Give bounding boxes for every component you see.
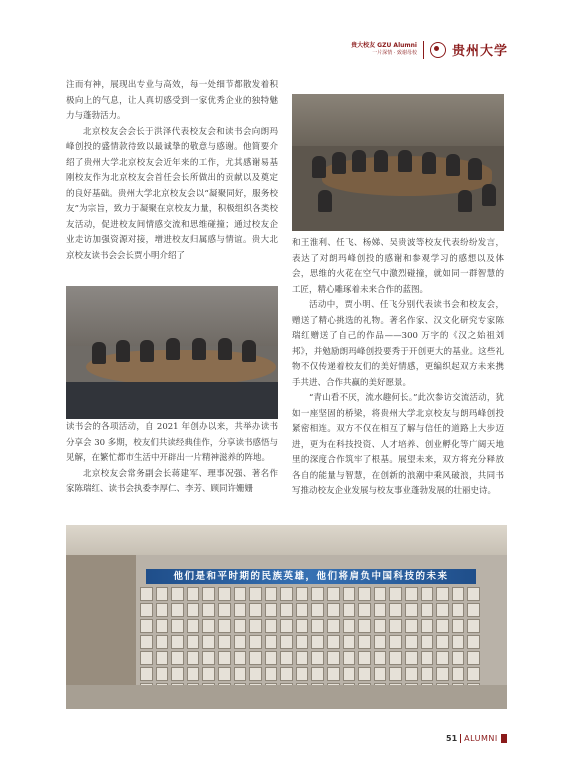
footer-divider: [460, 734, 461, 743]
honor-wall-photo: [66, 525, 507, 709]
photo-background: [292, 94, 504, 146]
attendees: [308, 150, 498, 220]
university-seal-icon: [430, 42, 446, 58]
portrait-grid: [140, 587, 480, 683]
article-column-left-top: [66, 78, 278, 264]
side-wall: [66, 555, 136, 685]
floor: [66, 685, 507, 709]
meeting-photo-1: [292, 94, 504, 231]
paragraph: 北京校友会常务副会长蒋建军、理事况强、著名作家陈瑞红、读书会执委李厚仁、李芳、顾同许姗姗: [66, 468, 278, 494]
page-number: 51: [446, 734, 458, 743]
alumni-logo: [351, 43, 417, 56]
article-column-left-bottom: [66, 420, 278, 498]
page-header: [351, 40, 508, 59]
alumni-logo-line2: 一片深情 · 致谢母校: [372, 50, 417, 56]
article-column-right: [292, 236, 504, 500]
page-footer: [446, 734, 507, 743]
header-divider: [423, 41, 424, 59]
meeting-photo-2: [66, 286, 278, 419]
paragraph: 和王淮利、任飞、杨娣、吴贵波等校友代表纷纷发言，表达了对朗玛峰创投的感谢和参观学习的感想以及体会，思维的火花在空气中激烈碰撞，就如同一群智慧的工匠，精心雕琢着未来合作的蓝图。: [292, 238, 504, 295]
paragraph: 北京校友会会长于洪泽代表校友会和读书会向朗玛峰创投的盛情款待致以最诚挚的敬意与感谢。他简要介绍了贵州大学北京校友会近年来的工作，尤其感谢易基刚校友作为北京校友会首任会长所做出的贡献以及奠定的良好基础。贵州大学北京校友会以“凝聚同好，服务校友”为宗旨，致力于凝聚在京校友力量，积极组织各类校友活动，促进校友间情感交流和思维碰撞；通过校友企业走访加强资源对接，增进校友归属感与情谊。贵大北京校友读书会会长贾小明介绍了: [66, 126, 278, 261]
university-name: 贵州大学: [451, 44, 508, 59]
honor-wall-banner: 他们是和平时期的民族英雄，他们将肩负中国科技的未来: [146, 569, 476, 584]
ceiling: [66, 525, 507, 555]
paragraph: 活动中，贾小明、任飞分别代表读书会和校友会，赠送了精心挑选的礼物。著名作家、汉文化研究专家陈瑞红赠送了自己的作品——300 万字的《汉之始祖刘邦》，并勉励朗玛峰创投要秀于开创更大的基业。这些礼物不仅传递着校友们的美好情感，更编织起双方未来携手共进、合作共赢的美好愿景。: [292, 300, 504, 388]
paragraph: 读书会的各项活动，自 2021 年创办以来，共举办读书分享会 30 多期，校友们共读经典佳作，分享读书感悟与见解，在繁忙都市生活中开辟出一片精神滋养的阵地。: [66, 422, 278, 463]
chairs: [66, 382, 278, 419]
alumni-logo-line1: 贵大校友 GZU Alumni: [351, 42, 417, 49]
paragraph: “青山看不厌，流水趣何长。”此次参访交流活动，犹如一座坚固的桥梁，将贵州大学北京校友与朗玛峰创投紧密相连。双方不仅在相互了解与信任的道路上大步迈进，更为在科技投资、人才培养、创业孵化等广阔天地里的深度合作筑牢了根基。展望未来，双方将充分释放各自的能量与智慧，在创新的浪潮中乘风破浪，共同书写推动校友企业发展与校友事业蓬勃发展的壮丽史诗。: [292, 393, 504, 496]
section-label: ALUMNI: [464, 734, 498, 743]
footer-block: [501, 734, 507, 743]
paragraph: 注而有神，展现出专业与高效，每一处细节都散发着积极向上的气息，让人真切感受到一家优秀企业的独特魅力与蓬勃活力。: [66, 80, 278, 121]
